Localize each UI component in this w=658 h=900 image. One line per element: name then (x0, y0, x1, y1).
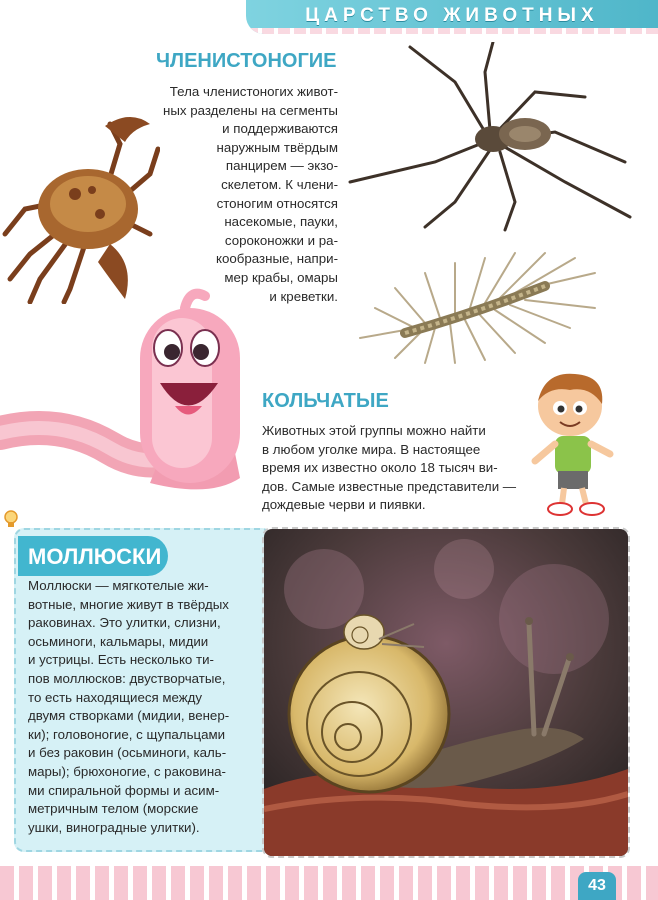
text-line: и устрицы. Есть несколько ти- (28, 652, 214, 668)
text-line: ми спиральной формы и асим- (28, 782, 220, 798)
text-line: двумя створками (мидии, венер- (28, 708, 230, 724)
text-line: то есть находящиеся между (28, 689, 203, 705)
text-line: осьминоги, кальмары, мидии (28, 633, 209, 649)
text-line: метричным телом (морские (28, 801, 199, 817)
text-line: и поддерживаются (222, 121, 338, 137)
text-line: стоногим относятся (216, 195, 338, 211)
text-line: в любом уголке мира. В настоящее (262, 441, 481, 457)
text-line: мер крабы, омары (224, 269, 338, 285)
annelids-heading: КОЛЬЧАТЫЕ (262, 390, 389, 412)
text-line: панцирем — экзо- (225, 158, 338, 174)
text-line: наружным твёрдым (216, 139, 338, 155)
annelids-text (262, 422, 532, 515)
mollusks-text (28, 577, 260, 837)
text-line: Животных этой группы можно найти (262, 423, 486, 438)
text-line: время их известно около 18 тысяч ви- (262, 460, 498, 476)
text-line: ных разделены на сегменты (162, 102, 338, 118)
chapter-title: ЦАРСТВО ЖИВОТНЫХ (305, 5, 599, 26)
page-number: 43 (578, 872, 616, 900)
text-line: дов. Самые известные представители — (262, 478, 517, 494)
text-line: ушки, виноградные улитки). (28, 819, 200, 835)
text-line: раковинах. Это улитки, слизни, (28, 615, 221, 631)
text-line: Тела членистоногих живот- (169, 84, 338, 99)
text-line: скелетом. К члени- (221, 176, 338, 192)
snail-photo (262, 527, 630, 858)
text-line: сороконожки и ра- (224, 232, 338, 248)
text-line: насекомые, пауки, (224, 214, 338, 230)
banner-stripes (246, 28, 658, 34)
text-line: и без раковин (осьминоги, каль- (28, 745, 227, 761)
text-line: дождевые черви и пиявки. (262, 497, 426, 513)
text-line: ки); головоногие, с щупальцами (28, 726, 226, 742)
arthropods-text (150, 83, 338, 306)
lightbulb-icon (0, 508, 22, 530)
text-line: вотные, многие живут в твёрдых (28, 596, 229, 612)
text-line: пов моллюсков: двустворчатые, (28, 670, 226, 686)
boy-cartoon (520, 366, 630, 521)
text-line: мары); брюхоногие, с раковина- (28, 763, 226, 779)
text-line: и креветки. (269, 288, 338, 304)
text-line: Моллюски — мягкотелые жи- (28, 578, 209, 593)
mollusks-heading: МОЛЛЮСКИ (28, 544, 162, 569)
worm-cartoon (0, 288, 260, 518)
arthropods-heading: ЧЛЕНИСТОНОГИЕ (156, 50, 337, 72)
crab-illustration (0, 104, 160, 304)
footer-stripes (0, 866, 658, 900)
centipede-illustration (355, 228, 605, 368)
header-banner (246, 0, 658, 34)
spider-illustration (345, 42, 635, 232)
text-line: кообразные, напри- (216, 251, 338, 267)
